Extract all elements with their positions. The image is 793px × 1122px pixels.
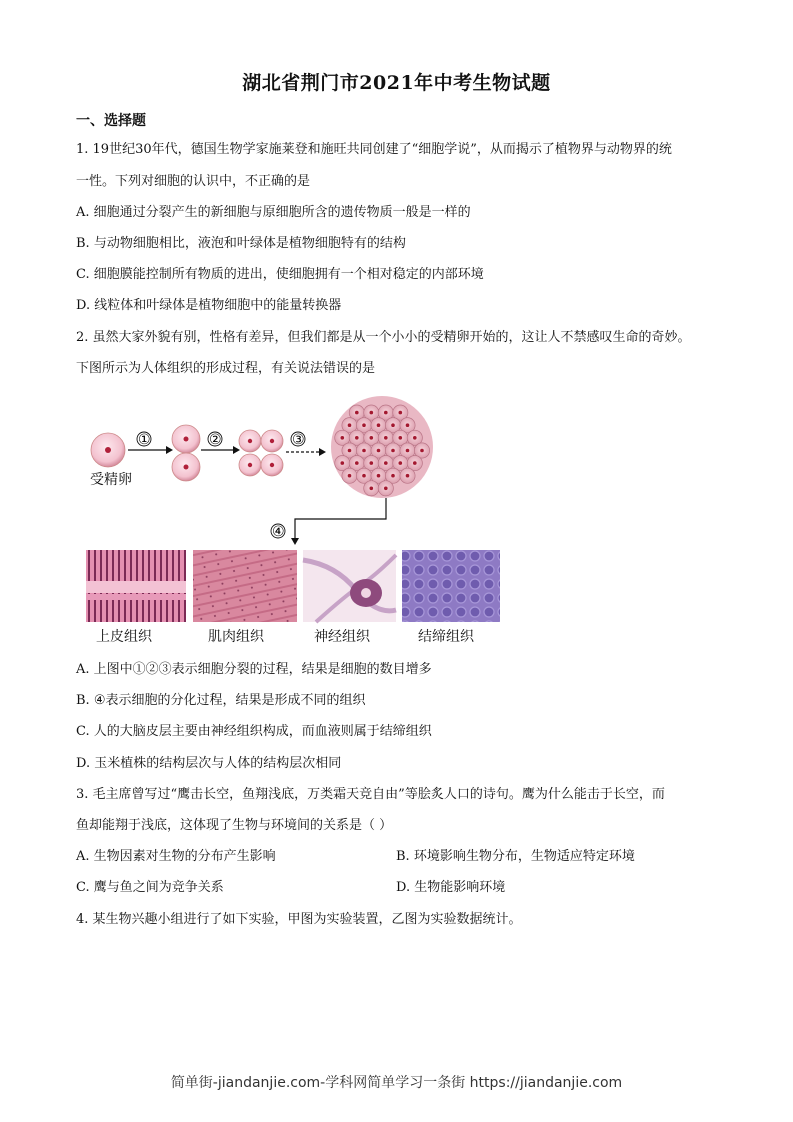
mass-cell-nucleus — [406, 423, 410, 427]
q1-option-c: C. 细胞膜能控制所有物质的进出，使细胞拥有一个相对稳定的内部环境 — [76, 267, 484, 282]
mass-cell-nucleus — [348, 474, 352, 478]
arrow-2-head — [233, 446, 240, 454]
mass-cell-nucleus — [341, 436, 345, 440]
tissue-label-muscle: 肌肉组织 — [208, 629, 264, 645]
mass-cell-nucleus — [362, 449, 366, 453]
mass-cell-nucleus — [420, 449, 424, 453]
mass-cell-nucleus — [399, 411, 403, 415]
q1-stem-line2: 一性。下列对细胞的认识中，不正确的是 — [76, 174, 311, 189]
zygote-cell — [91, 433, 125, 467]
mass-cell-nucleus — [355, 461, 359, 465]
zygote-label: 受精卵 — [90, 472, 132, 488]
page-footer: 简单街-jiandanjie.com-学科网简单学习一条街 https://jiandanjie.com — [170, 1075, 623, 1091]
cell-mass — [331, 396, 433, 498]
mass-cell-nucleus — [413, 436, 417, 440]
step-2-label: ② — [209, 432, 222, 448]
mass-cell-nucleus — [370, 436, 374, 440]
arrow-4 — [295, 498, 386, 538]
connective-tissue-image — [402, 550, 500, 622]
q2-option-b: B. ④表示细胞的分化过程，结果是形成不同的组织 — [76, 693, 366, 708]
mass-cell-nucleus — [391, 423, 395, 427]
mass-cell-nucleus — [362, 474, 366, 478]
muscle-tissue-image — [193, 550, 297, 622]
page-title: 湖北省荆门市2021年中考生物试题 — [242, 72, 551, 94]
mass-cell-nucleus — [355, 411, 359, 415]
q3-option-c: C. 鹰与鱼之间为竞争关系 — [76, 880, 224, 895]
step-4-label: ④ — [272, 524, 285, 540]
mass-cell-nucleus — [355, 436, 359, 440]
mass-cell-nucleus — [384, 436, 388, 440]
q1-option-d: D. 线粒体和叶绿体是植物细胞中的能量转换器 — [76, 298, 342, 313]
mass-cell-nucleus — [341, 461, 345, 465]
q1-stem-line1: 1. 19世纪30年代，德国生物学家施莱登和施旺共同创建了“细胞学说”，从而揭示了植物界与动物界的统 — [76, 142, 672, 157]
arrow-1-head — [166, 446, 173, 454]
mass-cell-nucleus — [377, 423, 381, 427]
mass-cell-nucleus — [370, 411, 374, 415]
four-cell-stage — [239, 430, 283, 476]
mass-cell-nucleus — [406, 449, 410, 453]
arrow-3-head — [319, 448, 326, 456]
mass-cell-nucleus — [384, 411, 388, 415]
q2-option-a: A. 上图中①②③表示细胞分裂的过程，结果是细胞的数目增多 — [76, 662, 432, 677]
tissue-label-nerve: 神经组织 — [314, 629, 370, 645]
mass-cell-nucleus — [384, 487, 388, 491]
tissue-label-connective: 结缔组织 — [418, 629, 474, 645]
mass-cell-nucleus — [348, 449, 352, 453]
mass-cell-nucleus — [399, 461, 403, 465]
section-heading: 一、选择题 — [76, 113, 146, 129]
mass-cell-nucleus — [413, 461, 417, 465]
q3-stem-line1: 3. 毛主席曾写过“鹰击长空，鱼翔浅底，万类霜天竞自由”等脍炙人口的诗句。鹰为什么能击于长空，而 — [76, 787, 665, 802]
mass-cell-nucleus — [377, 474, 381, 478]
q3-option-b: B. 环境影响生物分布，生物适应特定环境 — [396, 849, 635, 864]
two-cell-stage — [172, 425, 200, 481]
q3-stem-line2: 鱼却能翔于浅底，这体现了生物与环境间的关系是（ ） — [76, 818, 393, 833]
nerve-tissue-image — [303, 550, 396, 622]
mass-cell-nucleus — [406, 474, 410, 478]
q1-option-a: A. 细胞通过分裂产生的新细胞与原细胞所含的遗传物质一般是一样的 — [76, 205, 471, 220]
step-3-label: ③ — [292, 432, 305, 448]
tissue-formation-figure — [76, 395, 546, 655]
q4-stem-line1: 4. 某生物兴趣小组进行了如下实验，甲图为实验装置，乙图为实验数据统计。 — [76, 912, 522, 927]
q1-option-b: B. 与动物细胞相比，液泡和叶绿体是植物细胞特有的结构 — [76, 236, 406, 251]
mass-cell-nucleus — [384, 461, 388, 465]
q2-option-c: C. 人的大脑皮层主要由神经组织构成，而血液则属于结缔组织 — [76, 724, 432, 739]
mass-cell-nucleus — [391, 449, 395, 453]
q2-stem-line2: 下图所示为人体组织的形成过程，有关说法错误的是 — [76, 361, 376, 376]
mass-cell-nucleus — [370, 461, 374, 465]
step-1-label: ① — [138, 432, 151, 448]
mass-cell-nucleus — [391, 474, 395, 478]
q3-option-a: A. 生物因素对生物的分布产生影响 — [76, 849, 276, 864]
mass-cell-nucleus — [370, 487, 374, 491]
mass-cell-nucleus — [362, 423, 366, 427]
arrow-4-head — [291, 538, 299, 545]
q2-stem-line1: 2. 虽然大家外貌有别，性格有差异，但我们都是从一个小小的受精卵开始的，这让人不禁感叹生命的奇妙。 — [76, 330, 691, 345]
mass-cell-nucleus — [377, 449, 381, 453]
q2-option-d: D. 玉米植株的结构层次与人体的结构层次相同 — [76, 756, 342, 771]
mass-cell-nucleus — [399, 436, 403, 440]
epithelial-tissue-image — [86, 550, 186, 622]
tissue-label-epithelial: 上皮组织 — [96, 629, 152, 645]
q3-option-d: D. 生物能影响环境 — [396, 880, 506, 895]
mass-cell-nucleus — [348, 423, 352, 427]
